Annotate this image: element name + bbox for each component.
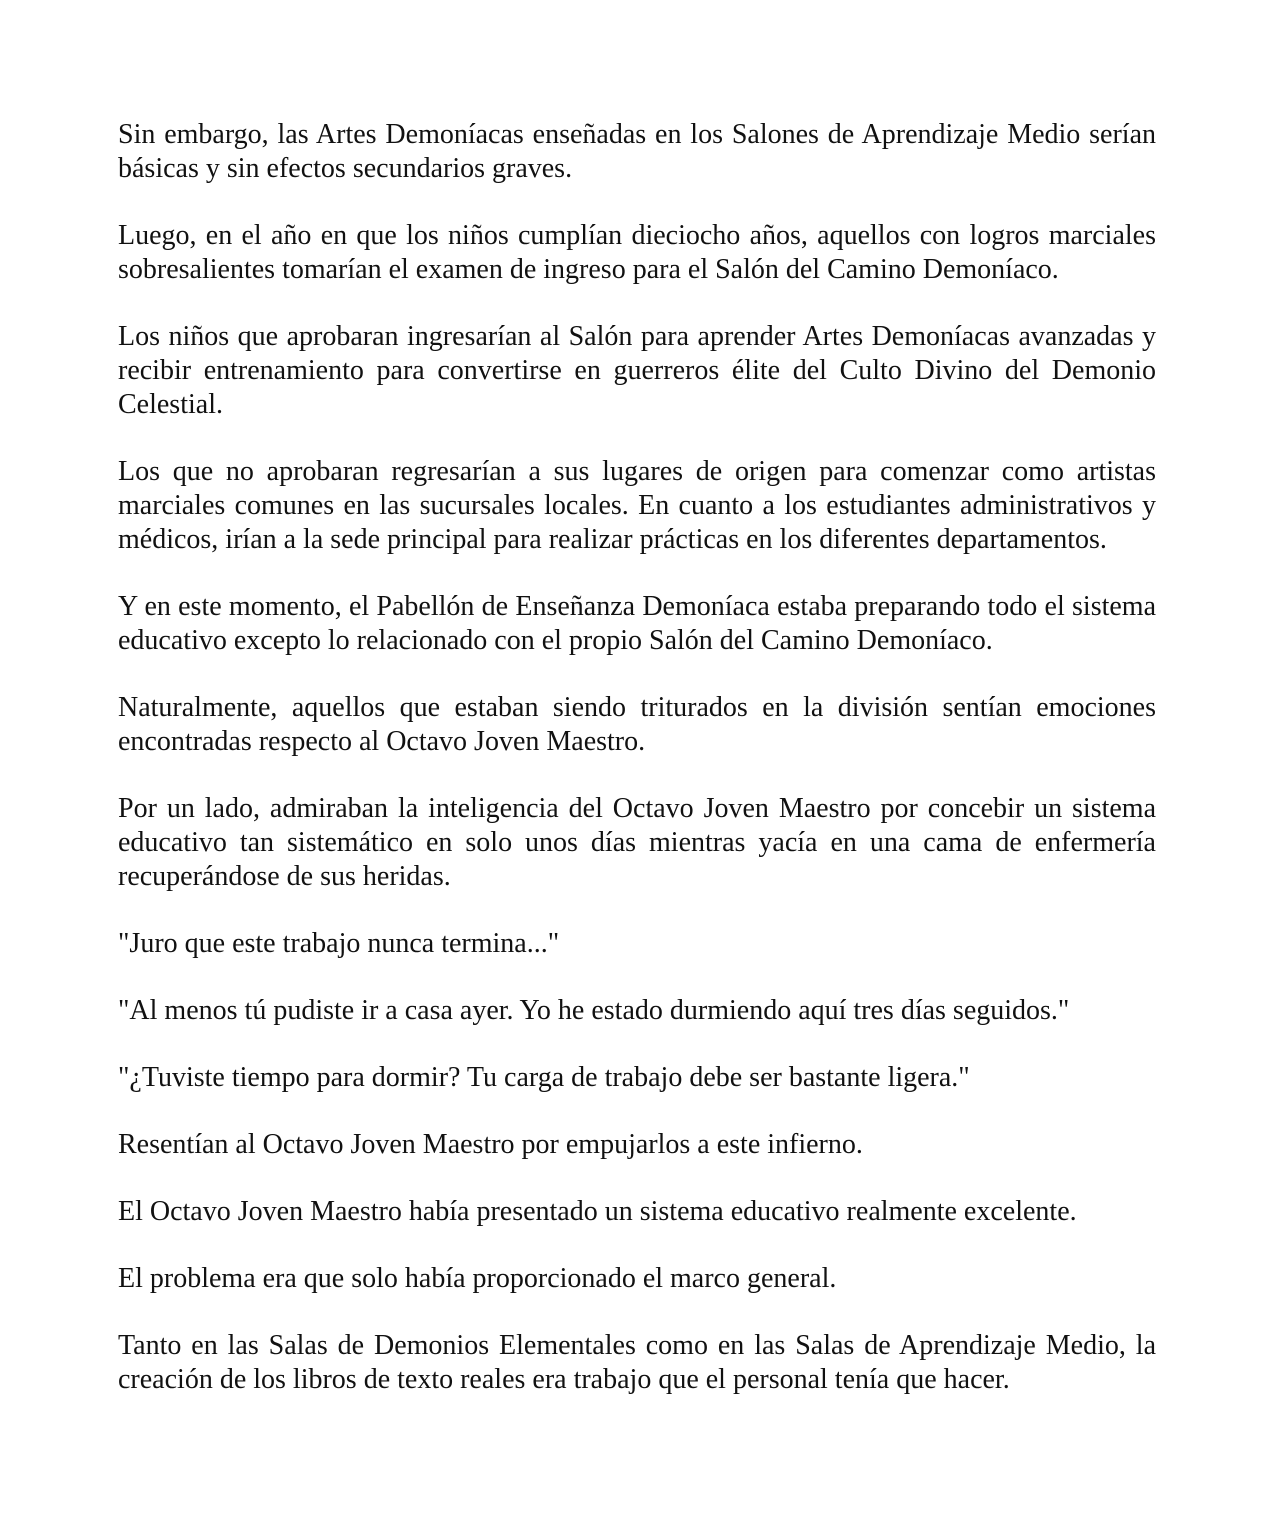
paragraph-2: Luego, en el año en que los niños cumplían dieciocho años, aquellos con logros marciales sobresalientes tomarían el examen de ingreso para el Salón del Camino Demoníaco.	[118, 220, 1156, 285]
paragraph-1: Sin embargo, las Artes Demoníacas enseñadas en los Salones de Aprendizaje Medio serían básicas y sin efectos secundarios graves.	[118, 119, 1156, 184]
paragraph-14: Tanto en las Salas de Demonios Elementales como en las Salas de Aprendizaje Medio, la creación de los libros de texto reales era trabajo que el personal tenía que hacer.	[118, 1330, 1156, 1395]
paragraph-3: Los niños que aprobaran ingresarían al Salón para aprender Artes Demoníacas avanzadas y recibir entrenamiento para convertirse en guerreros élite del Culto Divino del Demonio Celestial.	[118, 321, 1156, 420]
paragraph-13: El problema era que solo había proporcionado el marco general.	[118, 1263, 837, 1294]
paragraph-7: Por un lado, admiraban la inteligencia del Octavo Joven Maestro por concebir un sistema educativo tan sistemático en solo unos días mientras yacía en una cama de enfermería recuperándose de sus heridas.	[118, 793, 1156, 892]
paragraph-12: El Octavo Joven Maestro había presentado un sistema educativo realmente excelente.	[118, 1196, 1077, 1227]
paragraph-11: Resentían al Octavo Joven Maestro por empujarlos a este infierno.	[118, 1129, 863, 1160]
paragraph-5: Y en este momento, el Pabellón de Enseñanza Demoníaca estaba preparando todo el sistema educativo excepto lo relacionado con el propio Salón del Camino Demoníaco.	[118, 591, 1156, 656]
paragraph-4: Los que no aprobaran regresarían a sus lugares de origen para comenzar como artistas marciales comunes en las sucursales locales. En cuanto a los estudiantes administrativos y médicos, irían a la sede principal para realizar prácticas en los diferentes departamentos.	[118, 456, 1156, 555]
paragraph-9: "Al menos tú pudiste ir a casa ayer. Yo he estado durmiendo aquí tres días seguidos."	[118, 995, 1070, 1026]
paragraph-6: Naturalmente, aquellos que estaban siendo triturados en la división sentían emociones encontradas respecto al Octavo Joven Maestro.	[118, 692, 1156, 757]
document-page	[118, 118, 1156, 1430]
paragraph-8: "Juro que este trabajo nunca termina..."	[118, 928, 560, 959]
paragraph-10: "¿Tuviste tiempo para dormir? Tu carga de trabajo debe ser bastante ligera."	[118, 1062, 970, 1093]
